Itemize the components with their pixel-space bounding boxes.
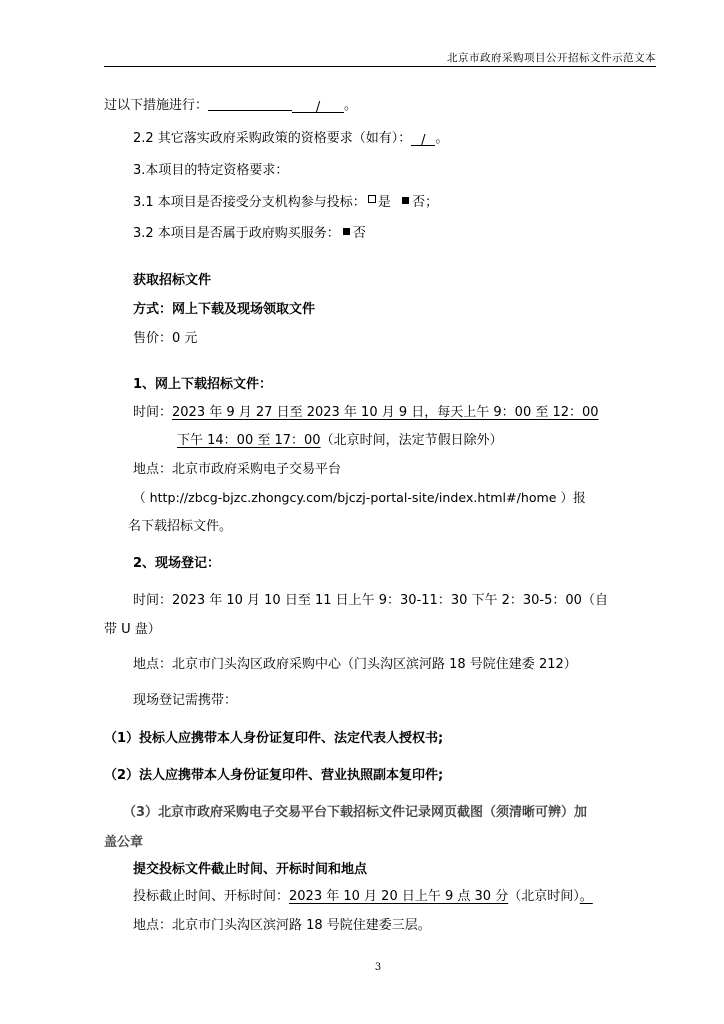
onsite-heading: 2、现场登记： xyxy=(133,556,221,571)
header-divider xyxy=(104,66,656,67)
measures-prefix: 过以下措施进行： xyxy=(104,98,209,113)
q31-line xyxy=(133,194,438,212)
checkbox-unchecked-icon xyxy=(368,195,376,203)
checkbox-checked-icon xyxy=(402,197,409,204)
obtain-method: 方式：网上下载及现场领取文件 xyxy=(133,302,316,317)
qual-other-blank xyxy=(411,132,435,146)
qual-other-text: 2.2 其它落实政府采购政策的资格要求（如有）： xyxy=(133,131,412,146)
onsite-time-line-1: 时间：2023 年 10 月 10 日至 11 日上午 9：30-11：30 下午 2：30-5：00（自 xyxy=(133,593,608,608)
q32-line xyxy=(133,225,366,243)
measures-slash: / xyxy=(315,100,321,115)
online-time-label: 时间： xyxy=(133,405,173,420)
q31-text: 3.1 本项目是否接受分支机构参与投标： xyxy=(133,195,366,210)
deadline-time-line xyxy=(133,888,593,906)
deadline-time-suffix: 。 xyxy=(579,889,593,904)
q31-no: 否； xyxy=(412,195,439,210)
onsite-bring: 现场登记需携带： xyxy=(133,693,238,708)
q32-text: 3.2 本项目是否属于政府购买服务： xyxy=(133,226,340,241)
page-number: 3 xyxy=(374,962,382,973)
onsite-item-1: （1）投标人应携带本人身份证复印件、法定代表人授权书; xyxy=(104,731,444,746)
onsite-item-3-line-1: （3）北京市政府采购电子交易平台下载招标文件记录网页截图（须清晰可辨）加 xyxy=(123,805,588,820)
onsite-item-3-line-2: 盖公章 xyxy=(104,835,144,850)
deadline-time-note: （北京时间） xyxy=(508,889,580,904)
deadline-time-value: 2023 年 10 月 20 日上午 9 点 30 分 xyxy=(289,889,509,904)
online-place-line-1: 地点：北京市政府采购电子交易平台 xyxy=(133,462,342,477)
qual-specific-line: 3.本项目的特定资格要求： xyxy=(133,163,289,178)
onsite-item-2: （2）法人应携带本人身份证复印件、营业执照副本复印件; xyxy=(104,768,444,783)
online-time-value-2: 下午 14：00 至 17：00 xyxy=(177,433,321,448)
online-time-line-2 xyxy=(177,432,503,450)
deadline-place: 地点：北京市门头沟区滨河路 18 号院住建委三层。 xyxy=(133,918,431,933)
deadline-heading: 提交投标文件截止时间、开标时间和地点 xyxy=(133,862,368,877)
online-place-url: （ http://zbcg-bjzc.zhongcy.com/bjczj-portal-site/index.html#/home ）报 xyxy=(133,490,586,505)
checkbox-checked-icon xyxy=(343,228,350,235)
qual-other-suffix: 。 xyxy=(435,131,449,146)
deadline-time-label: 投标截止时间、开标时间： xyxy=(133,889,290,904)
obtain-heading: 获取招标文件 xyxy=(133,273,212,288)
obtain-price: 售价：0 元 xyxy=(133,331,198,346)
onsite-time-line-2: 带 U 盘） xyxy=(104,622,161,637)
qual-other-value: / xyxy=(421,133,426,148)
online-time-line-1 xyxy=(133,404,599,422)
qual-other-line xyxy=(133,130,448,148)
measures-suffix: 。 xyxy=(344,98,358,113)
onsite-place: 地点：北京市门头沟区政府采购中心（门头沟区滨河路 18 号院住建委 212） xyxy=(133,657,577,672)
measures-blank-1 xyxy=(208,97,292,111)
online-time-note: （北京时间，法定节假日除外） xyxy=(320,433,503,448)
q31-yes: 是 xyxy=(377,195,391,210)
measures-blank-2 xyxy=(292,99,344,113)
measures-line xyxy=(104,97,357,115)
online-heading: 1、网上下载招标文件： xyxy=(133,377,273,392)
header-title: 北京市政府采购项目公开招标文件示范文本 xyxy=(447,52,656,64)
online-time-value-1: 2023 年 9 月 27 日至 2023 年 10 月 9 日，每天上午 9：00 至 12：00 xyxy=(172,405,599,420)
q32-no: 否 xyxy=(352,226,366,241)
online-place-line-3: 名下载招标文件。 xyxy=(128,519,233,534)
